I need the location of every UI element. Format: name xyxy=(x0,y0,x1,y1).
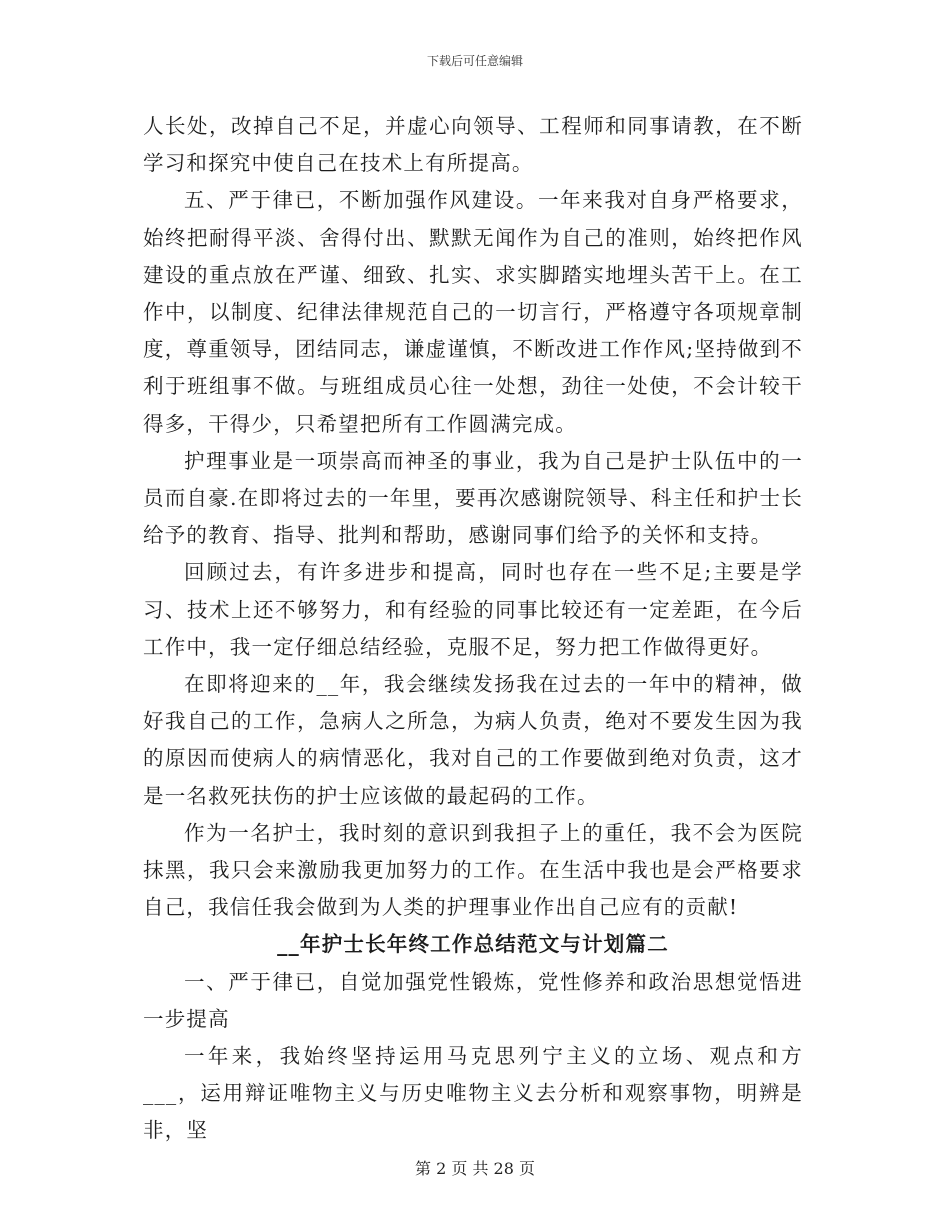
document-body xyxy=(143,108,803,1150)
paragraph-continuation: 人长处，改掉自己不足，并虚心向领导、工程师和同事请教，在不断学习和探究中使自己在技术上有所提高。 xyxy=(143,114,803,176)
page-number: 第 2 页 共 28 页 xyxy=(415,1159,535,1178)
paragraph-section-one: 一、严于律已，自觉加强党性锻炼，党性修养和政治思想觉悟进一步提高 xyxy=(143,969,803,1031)
paragraph-next-year: 在即将迎来的__年，我会继续发扬我在过去的一年中的精神，做好我自己的工作，急病人之所急，为病人负责，绝对不要发生因为我的原因而使病人的病情恶化，我对自己的工作要做到绝对负责，这才是一名救死扶伤的护士应该做的最起码的工作。 xyxy=(143,672,803,808)
paragraph-work-style: 五、严于律已，不断加强作风建设。一年来我对自身严格要求，始终把耐得平淡、舍得付出、默默无闻作为自己的准则，始终把作风建设的重点放在严谨、细致、扎实、求实脚踏实地埋头苦干上。在工作中，以制度、纪律法律规范自己的一切言行，严格遵守各项规章制度，尊重领导，团结同志，谦虚谨慎，不断改进工作作风;坚持做到不利于班组事不做。与班组成员心往一处想，劲往一处使，不会计较干得多，干得少，只希望把所有工作圆满完成。 xyxy=(143,188,803,436)
section-heading: __年护士长年终工作总结范文与计划篇二 xyxy=(277,932,669,957)
page-header: 下载后可任意编辑 xyxy=(426,54,523,68)
paragraph-review: 回顾过去，有许多进步和提高，同时也存在一些不足;主要是学习、技术上还不够努力，和有经验的同事比较还有一定差距，在今后工作中，我一定仔细总结经验，克服不足，努力把工作做得更好。 xyxy=(143,560,803,659)
paragraph-responsibility: 作为一名护士，我时刻的意识到我担子上的重任，我不会为医院抹黑，我只会来激励我更加努力的工作。在生活中我也是会严格要求自己，我信任我会做到为人类的护理事业作出自己应有的贡献! xyxy=(143,820,803,920)
paragraph-nursing-career: 护理事业是一项崇高而神圣的事业，我为自己是护士队伍中的一员而自豪.在即将过去的一年里，要再次感谢院领导、科主任和护士长给予的教育、指导、批判和帮助，感谢同事们给予的关怀和支持。 xyxy=(143,448,803,548)
paragraph-year-summary: 一年来，我始终坚持运用马克思列宁主义的立场、观点和方___，运用辩证唯物主义与历史唯物主义去分析和观察事物，明辨是非，坚 xyxy=(143,1044,803,1143)
